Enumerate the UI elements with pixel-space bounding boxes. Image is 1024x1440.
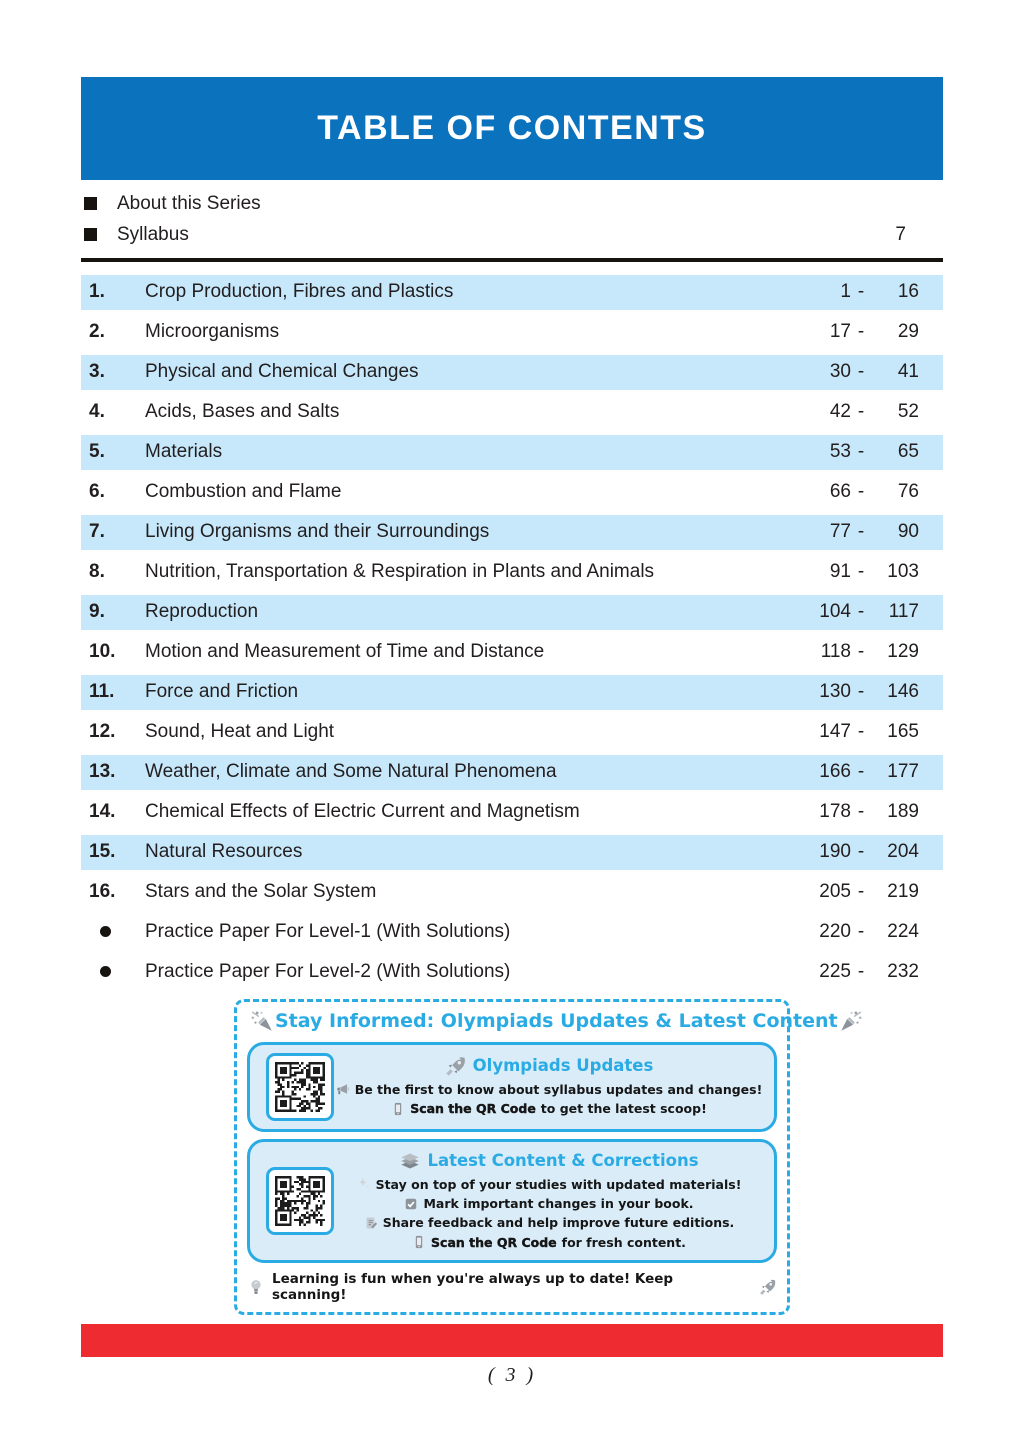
page-range: 1 - 16 <box>840 281 919 302</box>
chapter-title: Reproduction <box>145 601 259 622</box>
chapter-number: 9. <box>89 601 105 622</box>
page-number: ( 3 ) <box>487 1364 537 1386</box>
light-bulb-icon <box>247 1278 265 1296</box>
footer-red-bar <box>81 1324 943 1357</box>
phone-icon <box>391 1102 405 1116</box>
chapter-number: 16. <box>89 881 116 902</box>
page-range: 118 - 129 <box>820 641 919 662</box>
chapter-number: 11. <box>89 681 115 702</box>
promo-line: Stay on top of your studies with updated materials! <box>334 1175 764 1194</box>
party-popper-icon <box>838 1008 864 1034</box>
promo-card-latest-content <box>247 1139 777 1264</box>
checkbox-icon <box>404 1197 418 1211</box>
chapter-title: Force and Friction <box>145 681 299 702</box>
table-row <box>81 875 943 910</box>
front-matter-item <box>81 219 943 250</box>
chapter-title: Physical and Chemical Changes <box>145 361 419 382</box>
chapter-number: 1. <box>89 281 105 302</box>
table-row <box>81 795 943 830</box>
table-row <box>81 915 943 950</box>
square-bullet-icon <box>84 228 97 241</box>
qr-code-image <box>275 1062 325 1112</box>
table-row <box>81 675 943 710</box>
page-range: 147 - 165 <box>819 721 919 742</box>
page-range: 166 - 177 <box>819 761 919 782</box>
chapter-title: Materials <box>145 441 223 462</box>
table-row <box>81 835 943 870</box>
promo-heading-label: Latest Content & Corrections <box>427 1151 699 1170</box>
promo-title-row <box>247 1007 838 1035</box>
chapter-number: 14. <box>89 801 116 822</box>
promo-line: Share feedback and help improve future editions. <box>334 1213 764 1232</box>
table-row <box>81 435 943 470</box>
chapter-title: Microorganisms <box>145 321 280 342</box>
chapter-title: Weather, Climate and Some Natural Phenomena <box>145 761 557 782</box>
page-range: 66 - 76 <box>829 481 919 502</box>
chapter-title: Natural Resources <box>145 841 303 862</box>
promo-heading-label: Olympiads Updates <box>472 1056 654 1076</box>
chapter-number: 12. <box>89 721 116 742</box>
table-row <box>81 715 943 750</box>
chapter-number: 6. <box>89 481 105 502</box>
practice-paper-title: Practice Paper For Level-1 (With Solutions) <box>145 921 511 942</box>
promo-section-lines <box>334 1080 764 1119</box>
page-range: 190 - 204 <box>819 841 919 862</box>
table-row <box>81 355 943 390</box>
practice-paper-title: Practice Paper For Level-2 (With Solutions) <box>145 961 511 982</box>
chapter-number: 7. <box>89 521 105 542</box>
chapter-title: Acids, Bases and Salts <box>145 401 340 422</box>
qr-code <box>266 1053 334 1121</box>
chapter-number: 8. <box>89 561 105 582</box>
page-range: 104 - 117 <box>819 601 919 622</box>
practice-paper-list <box>81 915 943 990</box>
promo-section-lines <box>334 1175 764 1253</box>
promo-line: Be the first to know about syllabus updates and changes! <box>334 1080 764 1099</box>
front-matter-page: 7 <box>895 223 906 245</box>
rocket-icon <box>759 1278 777 1296</box>
table-row <box>81 315 943 350</box>
chapter-title: Combustion and Flame <box>145 481 342 502</box>
round-bullet-icon <box>81 961 145 983</box>
chapter-title: Motion and Measurement of Time and Distance <box>145 641 545 662</box>
table-row <box>81 475 943 510</box>
chapter-number: 2. <box>89 321 105 342</box>
page-range: 17 - 29 <box>829 321 919 342</box>
qr-code <box>266 1167 334 1235</box>
front-matter-item <box>81 188 943 219</box>
promo-line: Scan the QR Code to get the latest scoop! <box>334 1099 764 1118</box>
promo-section-heading <box>334 1150 764 1172</box>
chapter-title: Chemical Effects of Electric Current and Magnetism <box>145 801 580 822</box>
chapter-list <box>81 275 943 910</box>
page-range: 30 - 41 <box>829 361 919 382</box>
page-range: 220 - 224 <box>819 921 919 942</box>
chapter-number: 4. <box>89 401 105 422</box>
page-title: TABLE OF CONTENTS <box>317 109 707 147</box>
front-matter-list <box>81 188 943 250</box>
page-range: 42 - 52 <box>829 401 919 422</box>
page-range: 225 - 232 <box>819 961 919 982</box>
promo-line: Mark important changes in your book. <box>334 1194 764 1213</box>
page-range: 178 - 189 <box>819 801 919 822</box>
phone-icon <box>412 1235 426 1249</box>
promo-footer <box>247 1271 777 1303</box>
chapter-number: 13. <box>89 761 116 782</box>
promo-box <box>234 999 838 1316</box>
chapter-title: Stars and the Solar System <box>145 881 377 902</box>
page-range: 91 - 103 <box>829 561 919 582</box>
chapter-title: Nutrition, Transportation & Respiration in Plants and Animals <box>145 561 655 582</box>
chapter-title: Crop Production, Fibres and Plastics <box>145 281 454 302</box>
qr-code-image <box>275 1176 325 1226</box>
page-range: 77 - 90 <box>829 521 919 542</box>
table-row <box>81 275 943 310</box>
promo-footer-text: Learning is fun when you're always up to date! Keep scanning! <box>272 1271 674 1303</box>
front-matter-label: Syllabus <box>117 223 189 245</box>
promo-title: Stay Informed: Olympiads Updates & Latest Content <box>275 1009 838 1032</box>
chapter-number: 5. <box>89 441 105 462</box>
page-range: 130 - 146 <box>819 681 919 702</box>
chapter-number: 10. <box>89 641 116 662</box>
table-row <box>81 755 943 790</box>
party-popper-icon <box>249 1008 275 1034</box>
table-row <box>81 395 943 430</box>
page-range: 205 - 219 <box>819 881 919 902</box>
chapter-title: Living Organisms and their Surroundings <box>145 521 490 542</box>
books-icon <box>399 1150 421 1172</box>
divider <box>81 258 943 262</box>
table-row <box>81 635 943 670</box>
rocket-icon <box>445 1055 467 1077</box>
round-bullet-icon <box>81 921 145 943</box>
sparkles-icon <box>357 1177 371 1191</box>
table-row <box>81 555 943 590</box>
chapter-title: Sound, Heat and Light <box>145 721 335 742</box>
chapter-number: 15. <box>89 841 116 862</box>
front-matter-label: About this Series <box>117 192 261 214</box>
memo-icon <box>364 1216 378 1230</box>
table-row <box>81 595 943 630</box>
promo-line: Scan the QR Code for fresh content. <box>334 1233 764 1252</box>
square-bullet-icon <box>84 197 97 210</box>
table-row <box>81 515 943 550</box>
megaphone-icon <box>336 1082 350 1096</box>
chapter-number: 3. <box>89 361 105 382</box>
table-row <box>81 955 943 990</box>
page-title-bar <box>81 77 943 180</box>
promo-card-olympiads-updates <box>247 1042 777 1132</box>
page-range: 53 - 65 <box>829 441 919 462</box>
promo-section-heading <box>334 1055 764 1077</box>
